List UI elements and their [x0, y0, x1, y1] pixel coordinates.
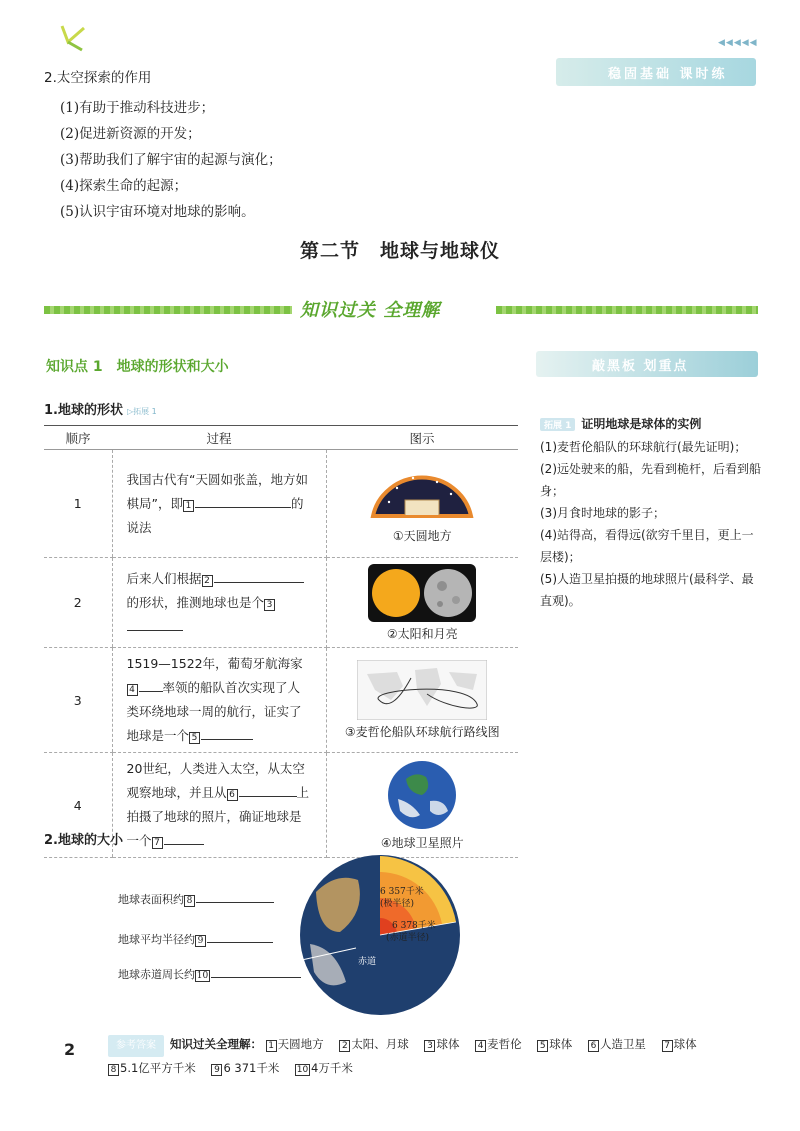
process-cell: [112, 753, 326, 858]
list-item: (1)有助于推动科技进步；: [60, 100, 215, 116]
answer-text: 麦哲伦: [487, 1037, 522, 1051]
answer-text: 人造卫星: [599, 1037, 646, 1051]
process-text: 1519—1522年，葡萄牙航海家: [126, 656, 303, 671]
earth-cutaway-diagram: [296, 852, 464, 1018]
process-text: 的形状，推测地球也是个: [126, 594, 265, 610]
top-banner-text: 稳固基础 课时练: [608, 67, 728, 82]
row-number: 1: [44, 450, 112, 558]
voyage-route-map: [357, 660, 487, 720]
row-number: 4: [44, 753, 112, 858]
process-cell: [112, 648, 326, 753]
answer-line: [108, 1057, 758, 1079]
polar-radius-note: (极半径): [380, 899, 415, 909]
answer-number: 10: [296, 1065, 309, 1075]
label-text: 地球平均半径约: [118, 933, 195, 946]
label-text: 地球表面积约: [118, 893, 184, 906]
figure-cell: [326, 450, 518, 558]
equator-circumference-label: [118, 964, 301, 982]
process-cell: [112, 450, 326, 558]
table-header: 图示: [326, 426, 518, 450]
answer-item: [339, 1037, 409, 1051]
answer-blank[interactable]: [127, 617, 183, 631]
answer-item: [211, 1061, 279, 1075]
header-dots: ◀◀◀◀◀: [718, 38, 758, 48]
aside-title-text: 证明地球是球体的实例: [581, 417, 702, 431]
row-number: 2: [44, 558, 112, 648]
answer-number: 9: [211, 1064, 222, 1076]
figure-caption: ①天圆地方: [392, 528, 452, 543]
aside-item: (4)站得高，看得远(欲穷千里目，更上一层楼)；: [540, 528, 754, 564]
divider-left: [44, 306, 292, 314]
answer-blank[interactable]: [195, 494, 291, 508]
equator-label: 赤道: [358, 957, 377, 967]
answer-line: [108, 1033, 758, 1057]
page-title: 第二节 地球与地球仪: [299, 240, 500, 262]
subsection-title-size: 2.地球的大小: [44, 833, 123, 848]
row-number: 3: [44, 648, 112, 753]
blank-number: 1: [183, 500, 194, 512]
subsection-title-text: 1.地球的形状: [44, 403, 123, 418]
process-text: 我国古代有“天圆如张盖，地方如棋局”，即: [126, 471, 308, 511]
answer-item: [662, 1037, 697, 1051]
subsection-title-shape: [44, 399, 157, 418]
list-item: (2)促进新资源的开发；: [60, 126, 201, 142]
earth-shape-table: [44, 425, 518, 858]
table-row: [44, 648, 518, 753]
table-header: 过程: [112, 426, 326, 450]
answer-text: 太阳、月球: [351, 1037, 409, 1051]
blackboard-banner-text: 敲黑板 划重点: [592, 359, 689, 374]
answer-text: 球体: [549, 1037, 573, 1051]
answer-number: 2: [339, 1040, 350, 1052]
answer-key: [108, 1033, 758, 1079]
answer-number: 5: [537, 1040, 548, 1052]
process-text: 后来人们根据: [126, 570, 202, 586]
table-row: [44, 558, 518, 648]
aside-list: [540, 436, 762, 612]
process-text: 20世纪，人类进入太空，从太空观察地球，并且从: [126, 761, 305, 800]
process-text: 上拍摄了地球的照片，确证地球是一个: [126, 785, 310, 848]
blank-number: 7: [152, 837, 163, 849]
answer-number: 8: [108, 1064, 119, 1076]
answer-blank[interactable]: [207, 929, 273, 943]
figure-caption: ②太阳和月亮: [386, 626, 458, 641]
answer-text: 6 371千米: [223, 1061, 280, 1075]
answer-text: 球体: [673, 1037, 697, 1051]
answer-blank[interactable]: [139, 678, 163, 692]
table-header: 顺序: [44, 426, 112, 450]
blank-number: 4: [127, 684, 138, 696]
answer-item: [537, 1037, 572, 1051]
answer-text: 天圆地方: [277, 1037, 324, 1051]
list-item: (4)探索生命的起源；: [60, 178, 188, 194]
answer-blank[interactable]: [164, 831, 204, 845]
process-text: 的说法: [126, 495, 304, 535]
extension-tag: 拓展 1: [540, 418, 575, 431]
figure-cell: [326, 648, 518, 753]
figure-caption: ③麦哲伦船队环球航行路线图: [344, 725, 500, 739]
equatorial-radius-value: 6 378千米: [392, 921, 436, 931]
sun-moon-illustration: [368, 564, 476, 622]
page-number: 2: [64, 1040, 76, 1059]
answer-blank[interactable]: [214, 569, 304, 583]
blank-number: 6: [227, 789, 238, 801]
blank-number: 10: [196, 971, 209, 981]
figure-cell: [326, 753, 518, 858]
aside-item: (3)月食时地球的影子；: [540, 506, 665, 520]
answer-number: 6: [588, 1040, 599, 1052]
answer-text: 球体: [436, 1037, 460, 1051]
answer-number: 4: [475, 1040, 486, 1052]
knowledge-point-title: 知识点 1 地球的形状和大小: [46, 359, 229, 375]
figure-cell: [326, 558, 518, 648]
aside-item: (2)远处驶来的船，先看到桅杆，后看到船身；: [540, 462, 761, 498]
surface-area-label: [118, 889, 274, 907]
extension-tag: ▷拓展 1: [126, 407, 157, 416]
answer-item: [588, 1037, 646, 1051]
blank-number: 9: [195, 935, 206, 947]
equatorial-radius-note: (赤道半径): [386, 933, 430, 943]
answer-item: [475, 1037, 522, 1051]
section-banner-title: 知识过关 全理解: [300, 300, 441, 321]
answer-item: [295, 1061, 353, 1075]
answer-text: 5.1亿平方千米: [120, 1061, 196, 1075]
answer-number: 1: [266, 1040, 277, 1052]
divider-right: [496, 306, 758, 314]
dome-sky-illustration: [367, 464, 477, 524]
aside-item: (5)人造卫星拍摄的地球照片(最科学、最直观)。: [540, 572, 754, 608]
answer-number: 7: [662, 1040, 673, 1052]
answer-blank[interactable]: [239, 783, 297, 797]
answer-number: 3: [424, 1040, 435, 1052]
answer-badge: 参考答案: [108, 1035, 164, 1057]
blank-number: 2: [202, 575, 213, 587]
answer-item: [108, 1061, 196, 1075]
blank-number: 8: [184, 895, 195, 907]
process-text: 率领的船队首次实现了人类环绕地球一周的航行，证实了地球是一个: [126, 680, 302, 743]
brand-logo-icon: [58, 22, 90, 54]
table-row: [44, 450, 518, 558]
figure-caption: ④地球卫星照片: [380, 836, 464, 850]
answer-blank[interactable]: [196, 889, 274, 903]
answer-item: [266, 1037, 324, 1051]
aside-title: [540, 415, 701, 432]
process-cell: [112, 558, 326, 648]
answer-text: 4万千米: [311, 1061, 353, 1075]
aside-item: (1)麦哲伦船队的环球航行(最先证明)；: [540, 440, 747, 454]
list-item: (5)认识宇宙环境对地球的影响。: [60, 204, 255, 220]
polar-radius-value: 6 357千米: [380, 887, 424, 897]
answer-blank[interactable]: [211, 964, 301, 978]
answer-item: [424, 1037, 459, 1051]
list-item: (3)帮助我们了解宇宙的起源与演化；: [60, 152, 282, 168]
blank-number: 3: [264, 599, 275, 611]
section-title-space-exploration: 2.太空探索的作用: [44, 70, 152, 86]
blank-number: 5: [189, 732, 200, 744]
answer-blank[interactable]: [201, 726, 253, 740]
mean-radius-label: [118, 929, 273, 947]
answer-label: 知识过关全理解：: [170, 1037, 262, 1051]
earth-satellite-photo: [386, 759, 458, 831]
label-text: 地球赤道周长约: [118, 968, 195, 981]
